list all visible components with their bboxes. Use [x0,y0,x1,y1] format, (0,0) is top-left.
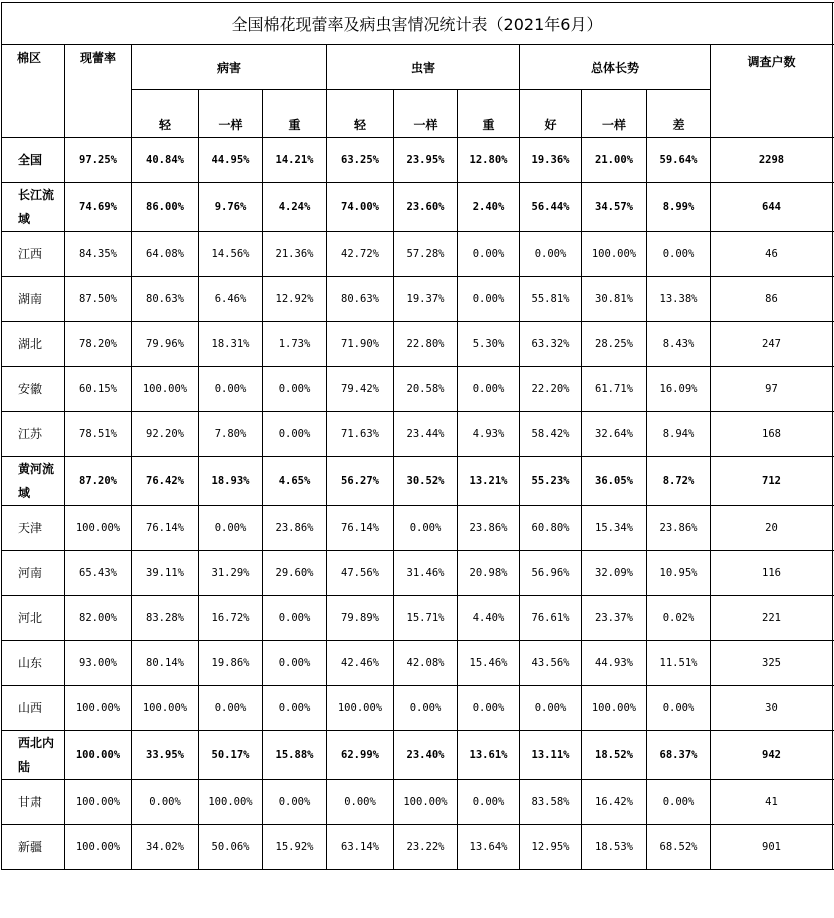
value-cell: 50.17% [199,731,263,780]
households-cell: 712 [711,457,833,506]
value-cell: 0.00% [647,232,711,277]
value-cell: 59.64% [647,138,711,183]
table-row [2,277,833,322]
value-cell: 31.29% [199,551,263,596]
value-cell: 13.11% [520,731,582,780]
value-cell: 0.02% [647,596,711,641]
value-cell: 12.80% [458,138,520,183]
value-cell: 4.24% [263,183,327,232]
region-name: 甘肃 [2,780,65,825]
value-cell: 0.00% [263,780,327,825]
value-cell: 20.58% [394,367,458,412]
value-cell: 50.06% [199,825,263,870]
header-growth: 总体长势 [520,45,711,90]
value-cell: 33.95% [132,731,199,780]
value-cell: 100.00% [327,686,394,731]
households-cell: 168 [711,412,833,457]
value-cell: 10.95% [647,551,711,596]
header-pest-medium: 一样 [394,90,458,138]
value-cell: 13.61% [458,731,520,780]
header-growth-average: 一样 [582,90,647,138]
households-cell: 20 [711,506,833,551]
header-disease-light: 轻 [132,90,199,138]
value-cell: 76.14% [132,506,199,551]
value-cell: 23.86% [458,506,520,551]
value-cell: 0.00% [458,277,520,322]
table-title: 全国棉花现蕾率及病虫害情况统计表（2021年6月） [2,3,833,45]
households-cell: 97 [711,367,833,412]
header-disease-medium: 一样 [199,90,263,138]
value-cell: 57.28% [394,232,458,277]
value-cell: 63.14% [327,825,394,870]
value-cell: 47.56% [327,551,394,596]
value-cell: 19.36% [520,138,582,183]
value-cell: 100.00% [132,686,199,731]
value-cell: 13.21% [458,457,520,506]
value-cell: 60.80% [520,506,582,551]
value-cell: 100.00% [132,367,199,412]
value-cell: 8.94% [647,412,711,457]
value-cell: 5.30% [458,322,520,367]
table-row [2,412,833,457]
value-cell: 55.81% [520,277,582,322]
value-cell: 84.35% [65,232,132,277]
value-cell: 100.00% [394,780,458,825]
region-name: 河北 [2,596,65,641]
households-cell: 2298 [711,138,833,183]
value-cell: 74.69% [65,183,132,232]
value-cell: 0.00% [647,780,711,825]
value-cell: 44.95% [199,138,263,183]
table-row [2,731,833,780]
value-cell: 100.00% [65,506,132,551]
value-cell: 68.52% [647,825,711,870]
region-name: 山西 [2,686,65,731]
value-cell: 86.00% [132,183,199,232]
value-cell: 29.60% [263,551,327,596]
region-name: 湖南 [2,277,65,322]
value-cell: 16.09% [647,367,711,412]
value-cell: 100.00% [65,731,132,780]
value-cell: 8.72% [647,457,711,506]
table-row [2,506,833,551]
value-cell: 34.02% [132,825,199,870]
region-name: 黄河流域 [2,457,65,506]
households-cell: 644 [711,183,833,232]
value-cell: 83.28% [132,596,199,641]
header-households: 调查户数 [711,45,833,138]
value-cell: 63.32% [520,322,582,367]
value-cell: 19.37% [394,277,458,322]
value-cell: 78.20% [65,322,132,367]
value-cell: 1.73% [263,322,327,367]
value-cell: 43.56% [520,641,582,686]
value-cell: 4.65% [263,457,327,506]
value-cell: 61.71% [582,367,647,412]
header-pest: 虫害 [327,45,520,90]
value-cell: 74.00% [327,183,394,232]
value-cell: 79.42% [327,367,394,412]
value-cell: 36.05% [582,457,647,506]
value-cell: 12.95% [520,825,582,870]
value-cell: 15.34% [582,506,647,551]
value-cell: 15.46% [458,641,520,686]
value-cell: 56.27% [327,457,394,506]
value-cell: 82.00% [65,596,132,641]
table-row [2,367,833,412]
value-cell: 30.52% [394,457,458,506]
region-name: 新疆 [2,825,65,870]
value-cell: 100.00% [65,780,132,825]
value-cell: 71.63% [327,412,394,457]
region-name: 河南 [2,551,65,596]
households-cell: 221 [711,596,833,641]
table-row [2,322,833,367]
region-name: 江苏 [2,412,65,457]
value-cell: 80.63% [327,277,394,322]
value-cell: 56.96% [520,551,582,596]
header-growth-good: 好 [520,90,582,138]
households-cell: 116 [711,551,833,596]
value-cell: 62.99% [327,731,394,780]
households-cell: 30 [711,686,833,731]
value-cell: 0.00% [263,412,327,457]
region-name: 西北内陆 [2,731,65,780]
value-cell: 0.00% [458,367,520,412]
value-cell: 19.86% [199,641,263,686]
value-cell: 16.72% [199,596,263,641]
value-cell: 13.64% [458,825,520,870]
value-cell: 60.15% [65,367,132,412]
value-cell: 8.99% [647,183,711,232]
table-row [2,780,833,825]
value-cell: 76.61% [520,596,582,641]
value-cell: 22.20% [520,367,582,412]
value-cell: 15.71% [394,596,458,641]
value-cell: 0.00% [199,367,263,412]
value-cell: 87.50% [65,277,132,322]
table-row [2,183,833,232]
header-disease-heavy: 重 [263,90,327,138]
header-pest-light: 轻 [327,90,394,138]
table-row [2,457,833,506]
table-row [2,641,833,686]
value-cell: 100.00% [582,686,647,731]
value-cell: 18.93% [199,457,263,506]
value-cell: 80.14% [132,641,199,686]
value-cell: 44.93% [582,641,647,686]
value-cell: 0.00% [132,780,199,825]
value-cell: 0.00% [520,686,582,731]
households-cell: 901 [711,825,833,870]
region-name: 长江流域 [2,183,65,232]
value-cell: 15.92% [263,825,327,870]
value-cell: 20.98% [458,551,520,596]
value-cell: 0.00% [394,686,458,731]
value-cell: 0.00% [263,641,327,686]
value-cell: 4.40% [458,596,520,641]
households-cell: 325 [711,641,833,686]
value-cell: 11.51% [647,641,711,686]
value-cell: 76.42% [132,457,199,506]
table-row [2,825,833,870]
value-cell: 78.51% [65,412,132,457]
value-cell: 79.96% [132,322,199,367]
value-cell: 42.46% [327,641,394,686]
value-cell: 58.42% [520,412,582,457]
value-cell: 42.72% [327,232,394,277]
table-row [2,686,833,731]
value-cell: 100.00% [65,686,132,731]
value-cell: 93.00% [65,641,132,686]
value-cell: 64.08% [132,232,199,277]
header-pest-heavy: 重 [458,90,520,138]
value-cell: 0.00% [327,780,394,825]
value-cell: 8.43% [647,322,711,367]
value-cell: 100.00% [65,825,132,870]
value-cell: 0.00% [458,686,520,731]
value-cell: 28.25% [582,322,647,367]
value-cell: 4.93% [458,412,520,457]
value-cell: 16.42% [582,780,647,825]
households-cell: 247 [711,322,833,367]
households-cell: 46 [711,232,833,277]
header-region: 棉区 [2,45,65,138]
value-cell: 0.00% [520,232,582,277]
value-cell: 0.00% [394,506,458,551]
region-name: 全国 [2,138,65,183]
value-cell: 30.81% [582,277,647,322]
households-cell: 86 [711,277,833,322]
value-cell: 71.90% [327,322,394,367]
value-cell: 0.00% [199,686,263,731]
value-cell: 31.46% [394,551,458,596]
value-cell: 100.00% [199,780,263,825]
value-cell: 32.09% [582,551,647,596]
value-cell: 23.95% [394,138,458,183]
value-cell: 42.08% [394,641,458,686]
value-cell: 55.23% [520,457,582,506]
value-cell: 18.31% [199,322,263,367]
value-cell: 87.20% [65,457,132,506]
region-name: 山东 [2,641,65,686]
value-cell: 0.00% [199,506,263,551]
value-cell: 14.56% [199,232,263,277]
value-cell: 23.86% [647,506,711,551]
value-cell: 79.89% [327,596,394,641]
value-cell: 9.76% [199,183,263,232]
value-cell: 18.53% [582,825,647,870]
value-cell: 0.00% [263,596,327,641]
value-cell: 32.64% [582,412,647,457]
value-cell: 0.00% [263,367,327,412]
value-cell: 92.20% [132,412,199,457]
value-cell: 23.37% [582,596,647,641]
value-cell: 7.80% [199,412,263,457]
value-cell: 21.00% [582,138,647,183]
value-cell: 34.57% [582,183,647,232]
value-cell: 22.80% [394,322,458,367]
households-cell: 41 [711,780,833,825]
table-row [2,596,833,641]
value-cell: 0.00% [263,686,327,731]
value-cell: 12.92% [263,277,327,322]
value-cell: 2.40% [458,183,520,232]
value-cell: 6.46% [199,277,263,322]
value-cell: 13.38% [647,277,711,322]
value-cell: 56.44% [520,183,582,232]
region-name: 安徽 [2,367,65,412]
table-row [2,138,833,183]
header-growth-poor: 差 [647,90,711,138]
value-cell: 0.00% [458,780,520,825]
value-cell: 0.00% [647,686,711,731]
value-cell: 23.60% [394,183,458,232]
value-cell: 97.25% [65,138,132,183]
value-cell: 14.21% [263,138,327,183]
region-name: 湖北 [2,322,65,367]
value-cell: 15.88% [263,731,327,780]
value-cell: 76.14% [327,506,394,551]
value-cell: 100.00% [582,232,647,277]
value-cell: 23.86% [263,506,327,551]
header-disease: 病害 [132,45,327,90]
value-cell: 80.63% [132,277,199,322]
cotton-statistics-table [1,2,833,870]
value-cell: 23.44% [394,412,458,457]
value-cell: 0.00% [458,232,520,277]
table-row [2,232,833,277]
value-cell: 68.37% [647,731,711,780]
header-bud-rate: 现蕾率 [65,45,132,138]
value-cell: 83.58% [520,780,582,825]
table-row [2,551,833,596]
value-cell: 23.40% [394,731,458,780]
value-cell: 63.25% [327,138,394,183]
value-cell: 39.11% [132,551,199,596]
value-cell: 23.22% [394,825,458,870]
value-cell: 18.52% [582,731,647,780]
value-cell: 65.43% [65,551,132,596]
region-name: 江西 [2,232,65,277]
value-cell: 21.36% [263,232,327,277]
value-cell: 40.84% [132,138,199,183]
region-name: 天津 [2,506,65,551]
households-cell: 942 [711,731,833,780]
